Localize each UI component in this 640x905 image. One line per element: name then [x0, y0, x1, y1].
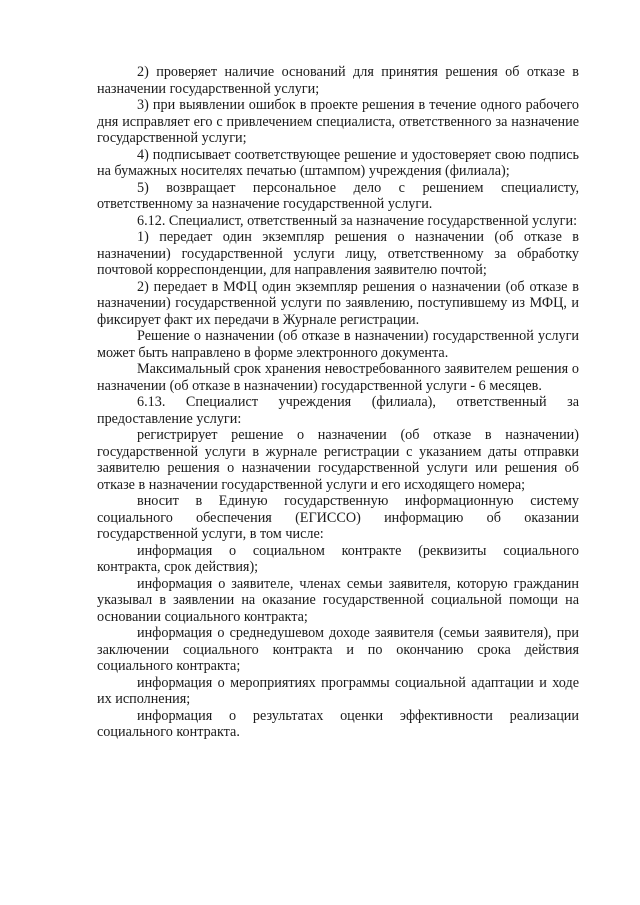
document-page — [97, 64, 579, 741]
paragraph-info-income: информация о среднедушевом доходе заявителя (семьи заявителя), при заключении социального контракта и по окончанию срока действия социального контракта; — [97, 625, 579, 674]
paragraph-storage-period: Максимальный срок хранения невостребованного заявителем решения о назначении (об отказе в назначении) государственной услуги - 6 месяцев. — [97, 361, 579, 394]
paragraph-section-6-12: 6.12. Специалист, ответственный за назначение государственной услуги: — [137, 212, 578, 229]
paragraph-item-1-send-copy: 1) передает один экземпляр решения о назначении (об отказе в назначении) государственной услуги лицу, ответственному за обработку почтовой корреспонденции, для направления заявителю почтой; — [97, 229, 579, 278]
paragraph-item-2-mfc-copy: 2) передает в МФЦ один экземпляр решения о назначении (об отказе в назначении) государственной услуги по заявлению, поступившему из МФЦ, и фиксирует факт их передачи в Журнале регистрации. — [97, 278, 579, 328]
paragraph-section-6-13: 6.13. Специалист учреждения (филиала), ответственный за предоставление услуги: — [97, 394, 579, 427]
paragraph-info-contract: информация о социальном контракте (реквизиты социального контракта, срок действия); — [97, 542, 579, 575]
paragraph-item-5-return-file: 5) возвращает персональное дело с решением специалисту, ответственному за назначение государственной услуги. — [97, 179, 579, 212]
paragraph-register-decision: регистрирует решение о назначении (об отказе в назначении) государственной услуги в журнале регистрации с указанием даты отправки заявителю решения о назначении государственной услуги или решения об отказе в назначении государственной услуги и его исходящего номера; — [97, 427, 579, 493]
paragraph-egisso-entry: вносит в Единую государственную информационную систему социального обеспечения (ЕГИССО) информацию об оказании государственной услуги, в том числе: — [97, 493, 579, 542]
paragraph-info-adaptation: информация о мероприятиях программы социальной адаптации и ходе их исполнения; — [97, 674, 579, 707]
paragraph-info-evaluation: информация о результатах оценки эффективности реализации социального контракта. — [97, 707, 579, 740]
paragraph-item-3-fix-errors: 3) при выявлении ошибок в проекте решения в течение одного рабочего дня исправляет его с привлечением специалиста, ответственного за назначение государственной услуги; — [97, 97, 579, 146]
paragraph-item-2-check-grounds: 2) проверяет наличие оснований для принятия решения об отказе в назначении государственной услуги; — [97, 64, 579, 97]
paragraph-item-4-sign-decision: 4) подписывает соответствующее решение и удостоверяет свою подпись на бумажных носителях печатью (штампом) учреждения (филиала); — [97, 146, 579, 179]
paragraph-info-applicant: информация о заявителе, членах семьи заявителя, которую гражданин указывал в заявлении на оказание государственной социальной помощи на основании социального контракта; — [97, 575, 579, 625]
paragraph-electronic-decision: Решение о назначении (об отказе в назначении) государственной услуги может быть направлено в форме электронного документа. — [97, 328, 579, 361]
